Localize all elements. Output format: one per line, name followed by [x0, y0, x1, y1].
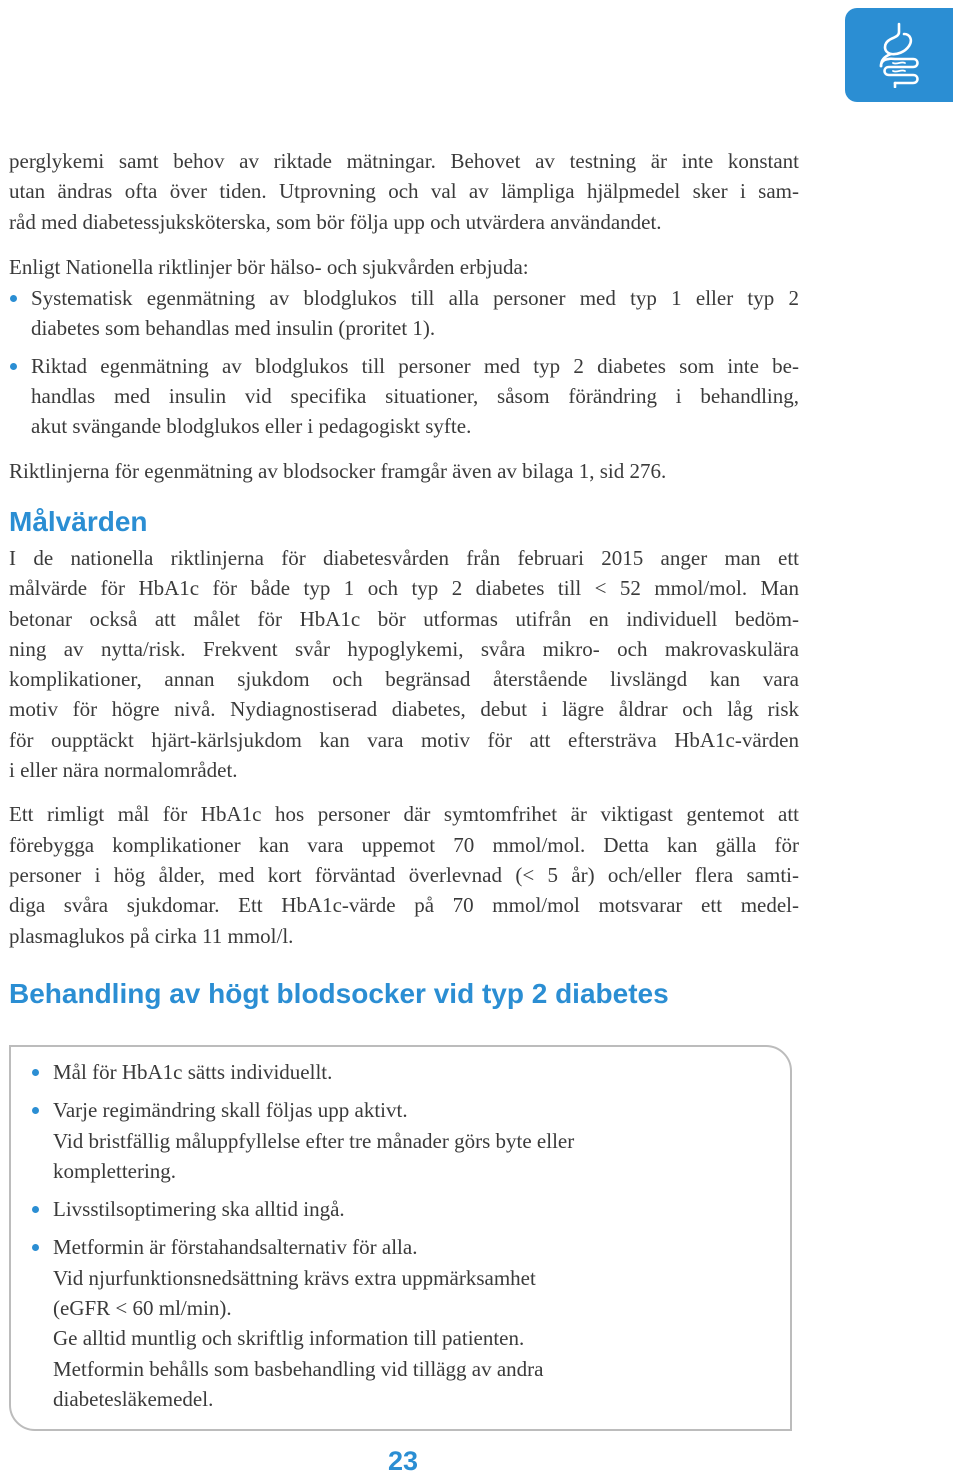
paragraph-line: I de nationella riktlinjerna för diabetesvården från februari 2015 anger man ett: [9, 545, 799, 570]
list-item-line: (eGFR < 60 ml/min).: [53, 1296, 232, 1321]
intro-line: råd med diabetessjuksköterska, som bör följa upp och utvärdera användandet.: [9, 209, 662, 234]
page-number: 23: [387, 1446, 419, 1476]
paragraph-line: diga svåra sjukdomar. Ett HbA1c-värde på 70 mmol/mol motsvarar ett medel-: [9, 893, 799, 918]
list-item-line: Ge alltid muntlig och skriftlig information till patienten.: [53, 1326, 525, 1351]
list-item-line: akut svängande blodglukos eller i pedagogiskt syfte.: [31, 414, 472, 439]
list-item-line: Vid njurfunktionsnedsättning krävs extra uppmärksamhet: [53, 1265, 536, 1290]
paragraph-line: Ett rimligt mål för HbA1c hos personer där symtomfrihet är viktigast gentemot att: [9, 802, 799, 827]
paragraph-line: motiv för högre nivå. Nydiagnostiserad diabetes, debut i lägre åldrar och låg risk: [9, 697, 799, 722]
list-item: [9, 351, 799, 442]
recommendation-box: [9, 1045, 792, 1431]
recommendation-list: [29, 1057, 769, 1414]
list-item: [29, 1057, 769, 1087]
appendix-reference: Riktlinjerna för egenmätning av blodsocker framgår även av bilaga 1, sid 276.: [9, 458, 667, 483]
paragraph-line: i eller nära normalområdet.: [9, 758, 238, 783]
list-item-line: diabetesläkemedel.: [53, 1386, 214, 1411]
intro-line: perglykemi samt behov av riktade mätningar. Behovet av testning är inte konstant: [9, 149, 799, 173]
intro-line: utan ändras ofta över tiden. Utprovning och val av lämpliga hjälpmedel sker i sam-: [9, 179, 799, 204]
list-item-line: Metformin är förstahandsalternativ för alla.: [53, 1235, 418, 1260]
section-heading-behandling: Behandling av högt blodsocker vid typ 2 diabetes: [9, 977, 669, 1009]
list-item-line: Systematisk egenmätning av blodglukos till alla personer med typ 1 eller typ 2: [31, 286, 799, 311]
malvarden-paragraph-1: [9, 543, 799, 785]
malvarden-paragraph-2: [9, 799, 799, 950]
page-content: [9, 146, 799, 1013]
paragraph-line: betonar också att målet för HbA1c bör utformas utifrån en individuell bedöm-: [9, 606, 799, 631]
list-item: [29, 1095, 769, 1186]
list-item-line: Mål för HbA1c sätts individuellt.: [53, 1060, 333, 1084]
list-item-line: Vid bristfällig måluppfyllelse efter tre månader görs byte eller: [53, 1128, 575, 1153]
list-item: [29, 1232, 769, 1414]
chapter-badge: [845, 8, 953, 102]
list-item-line: komplettering.: [53, 1158, 177, 1183]
list-item: [9, 283, 799, 344]
list-item: [29, 1194, 769, 1224]
paragraph-line: plasmaglukos på cirka 11 mmol/l.: [9, 923, 294, 948]
list-item-line: Varje regimändring skall följas upp aktivt.: [53, 1098, 408, 1123]
paragraph-line: komplikationer, annan sjukdom och begränsad återstående livslängd kan vara: [9, 667, 799, 692]
list-item-line: Metformin behålls som basbehandling vid tillägg av andra: [53, 1356, 544, 1381]
paragraph-line: för oupptäckt hjärt-kärlsjukdom kan vara motiv för att eftersträva HbA1c-värden: [9, 727, 799, 752]
list-item-line: Livsstilsoptimering ska alltid ingå.: [53, 1197, 345, 1222]
list-item-line: Riktad egenmätning av blodglukos till personer med typ 2 diabetes som inte be-: [31, 353, 799, 378]
list-item-line: diabetes som behandlas med insulin (proritet 1).: [31, 316, 436, 341]
paragraph-line: förebygga komplikationer kan vara uppemot 70 mmol/mol. Detta kan gälla för: [9, 832, 799, 857]
paragraph-line: personer i hög ålder, med kort förväntad överlevnad (< 5 år) och/eller flera samti-: [9, 862, 799, 887]
section-heading-malvarden: Målvärden: [9, 505, 148, 537]
paragraph-line: ning av nytta/risk. Frekvent svår hypoglykemi, svåra mikro- och makrovaskulära: [9, 636, 799, 661]
list-item-line: handlas med insulin vid specifika situationer, såsom förändring i behandling,: [31, 384, 799, 409]
paragraph-line: målvärde för HbA1c för både typ 1 och typ 2 diabetes till < 52 mmol/mol. Man: [9, 576, 799, 601]
digestive-system-icon: [873, 22, 925, 88]
guideline-list: [9, 283, 799, 441]
guideline-intro: Enligt Nationella riktlinjer bör hälso- och sjukvården erbjuda:: [9, 254, 529, 279]
